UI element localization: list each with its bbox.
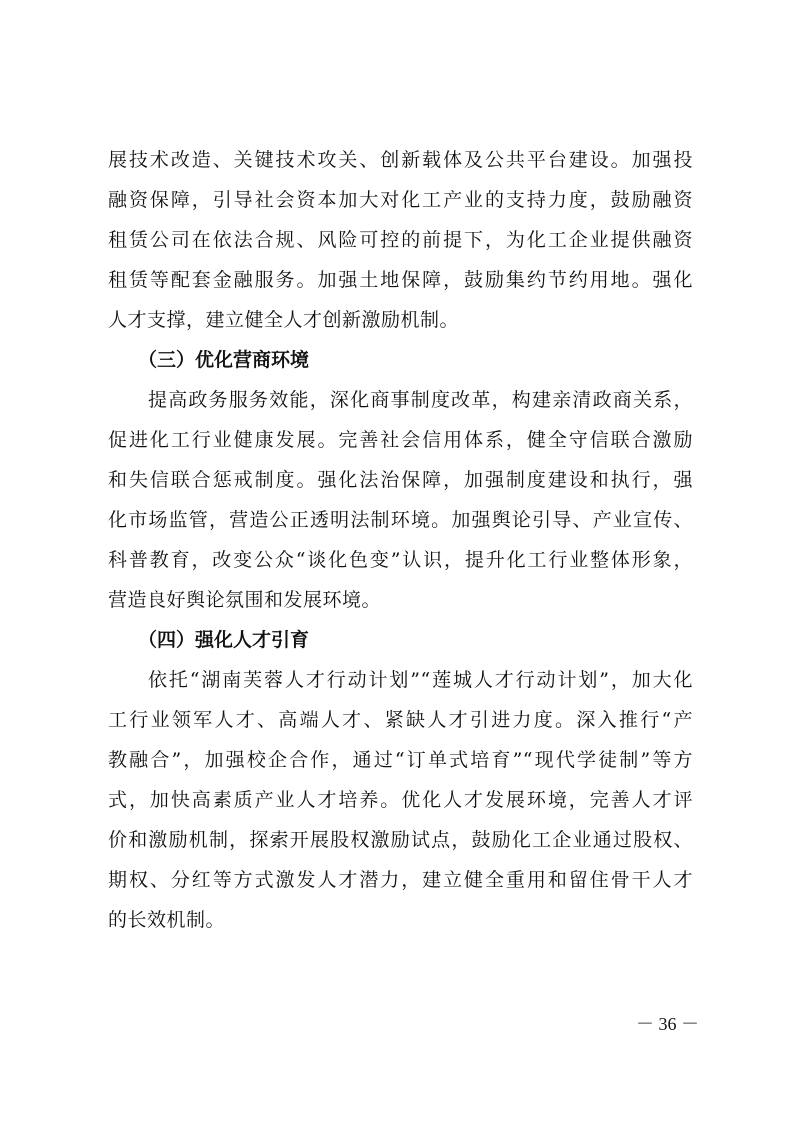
paragraph-line: 人才支撑，建立健全人才创新激励机制。 — [108, 309, 460, 331]
paragraph-line: 科普教育，改变公众“谈化色变”认识，提升化工行业整体形象， — [108, 549, 693, 571]
paragraph-line: 提高政务服务效能，深化商事制度改革，构建亲清政商关系， — [148, 389, 693, 411]
paragraph-line: 营造良好舆论氛围和发展环境。 — [108, 589, 382, 611]
paragraph-line: 和失信联合惩戒制度。强化法治保障，加强制度建设和执行，强 — [108, 469, 693, 491]
paragraph-business-environment — [108, 380, 693, 620]
paragraph-line: 价和激励机制，探索开展股权激励试点，鼓励化工企业通过股权、 — [108, 829, 693, 851]
paragraph-line: 租赁等配套金融服务。加强土地保障，鼓励集约节约用地。强化 — [108, 269, 693, 291]
paragraph-funding-support — [108, 140, 693, 340]
section-heading-talent-cultivation: （四）强化人才引育 — [138, 629, 310, 651]
document-body — [108, 140, 693, 940]
section-heading-business-environment: （三）优化营商环境 — [138, 349, 310, 371]
paragraph-line: 式，加快高素质产业人才培养。优化人才发展环境，完善人才评 — [108, 789, 693, 811]
paragraph-line: 融资保障，引导社会资本加大对化工产业的支持力度，鼓励融资 — [108, 189, 693, 211]
paragraph-line: 依托“湖南芙蓉人才行动计划”“莲城人才行动计划”，加大化 — [148, 669, 693, 691]
paragraph-line: 工行业领军人才、高端人才、紧缺人才引进力度。深入推行“产 — [108, 709, 693, 731]
paragraph-line: 促进化工行业健康发展。完善社会信用体系，健全守信联合激励 — [108, 429, 693, 451]
paragraph-line: 化市场监管，营造公正透明法制环境。加强舆论引导、产业宣传、 — [108, 509, 693, 531]
paragraph-line: 租赁公司在依法合规、风险可控的前提下，为化工企业提供融资 — [108, 229, 693, 251]
paragraph-line: 教融合”，加强校企合作，通过“订单式培育”“现代学徒制”等方 — [108, 749, 693, 771]
paragraph-line: 的长效机制。 — [108, 909, 226, 931]
paragraph-talent-cultivation — [108, 660, 693, 940]
page-number: － 36 － — [636, 1014, 699, 1034]
paragraph-line: 展技术改造、关键技术攻关、创新载体及公共平台建设。加强投 — [108, 149, 693, 171]
paragraph-line: 期权、分红等方式激发人才潜力，建立健全重用和留住骨干人才 — [108, 869, 693, 891]
